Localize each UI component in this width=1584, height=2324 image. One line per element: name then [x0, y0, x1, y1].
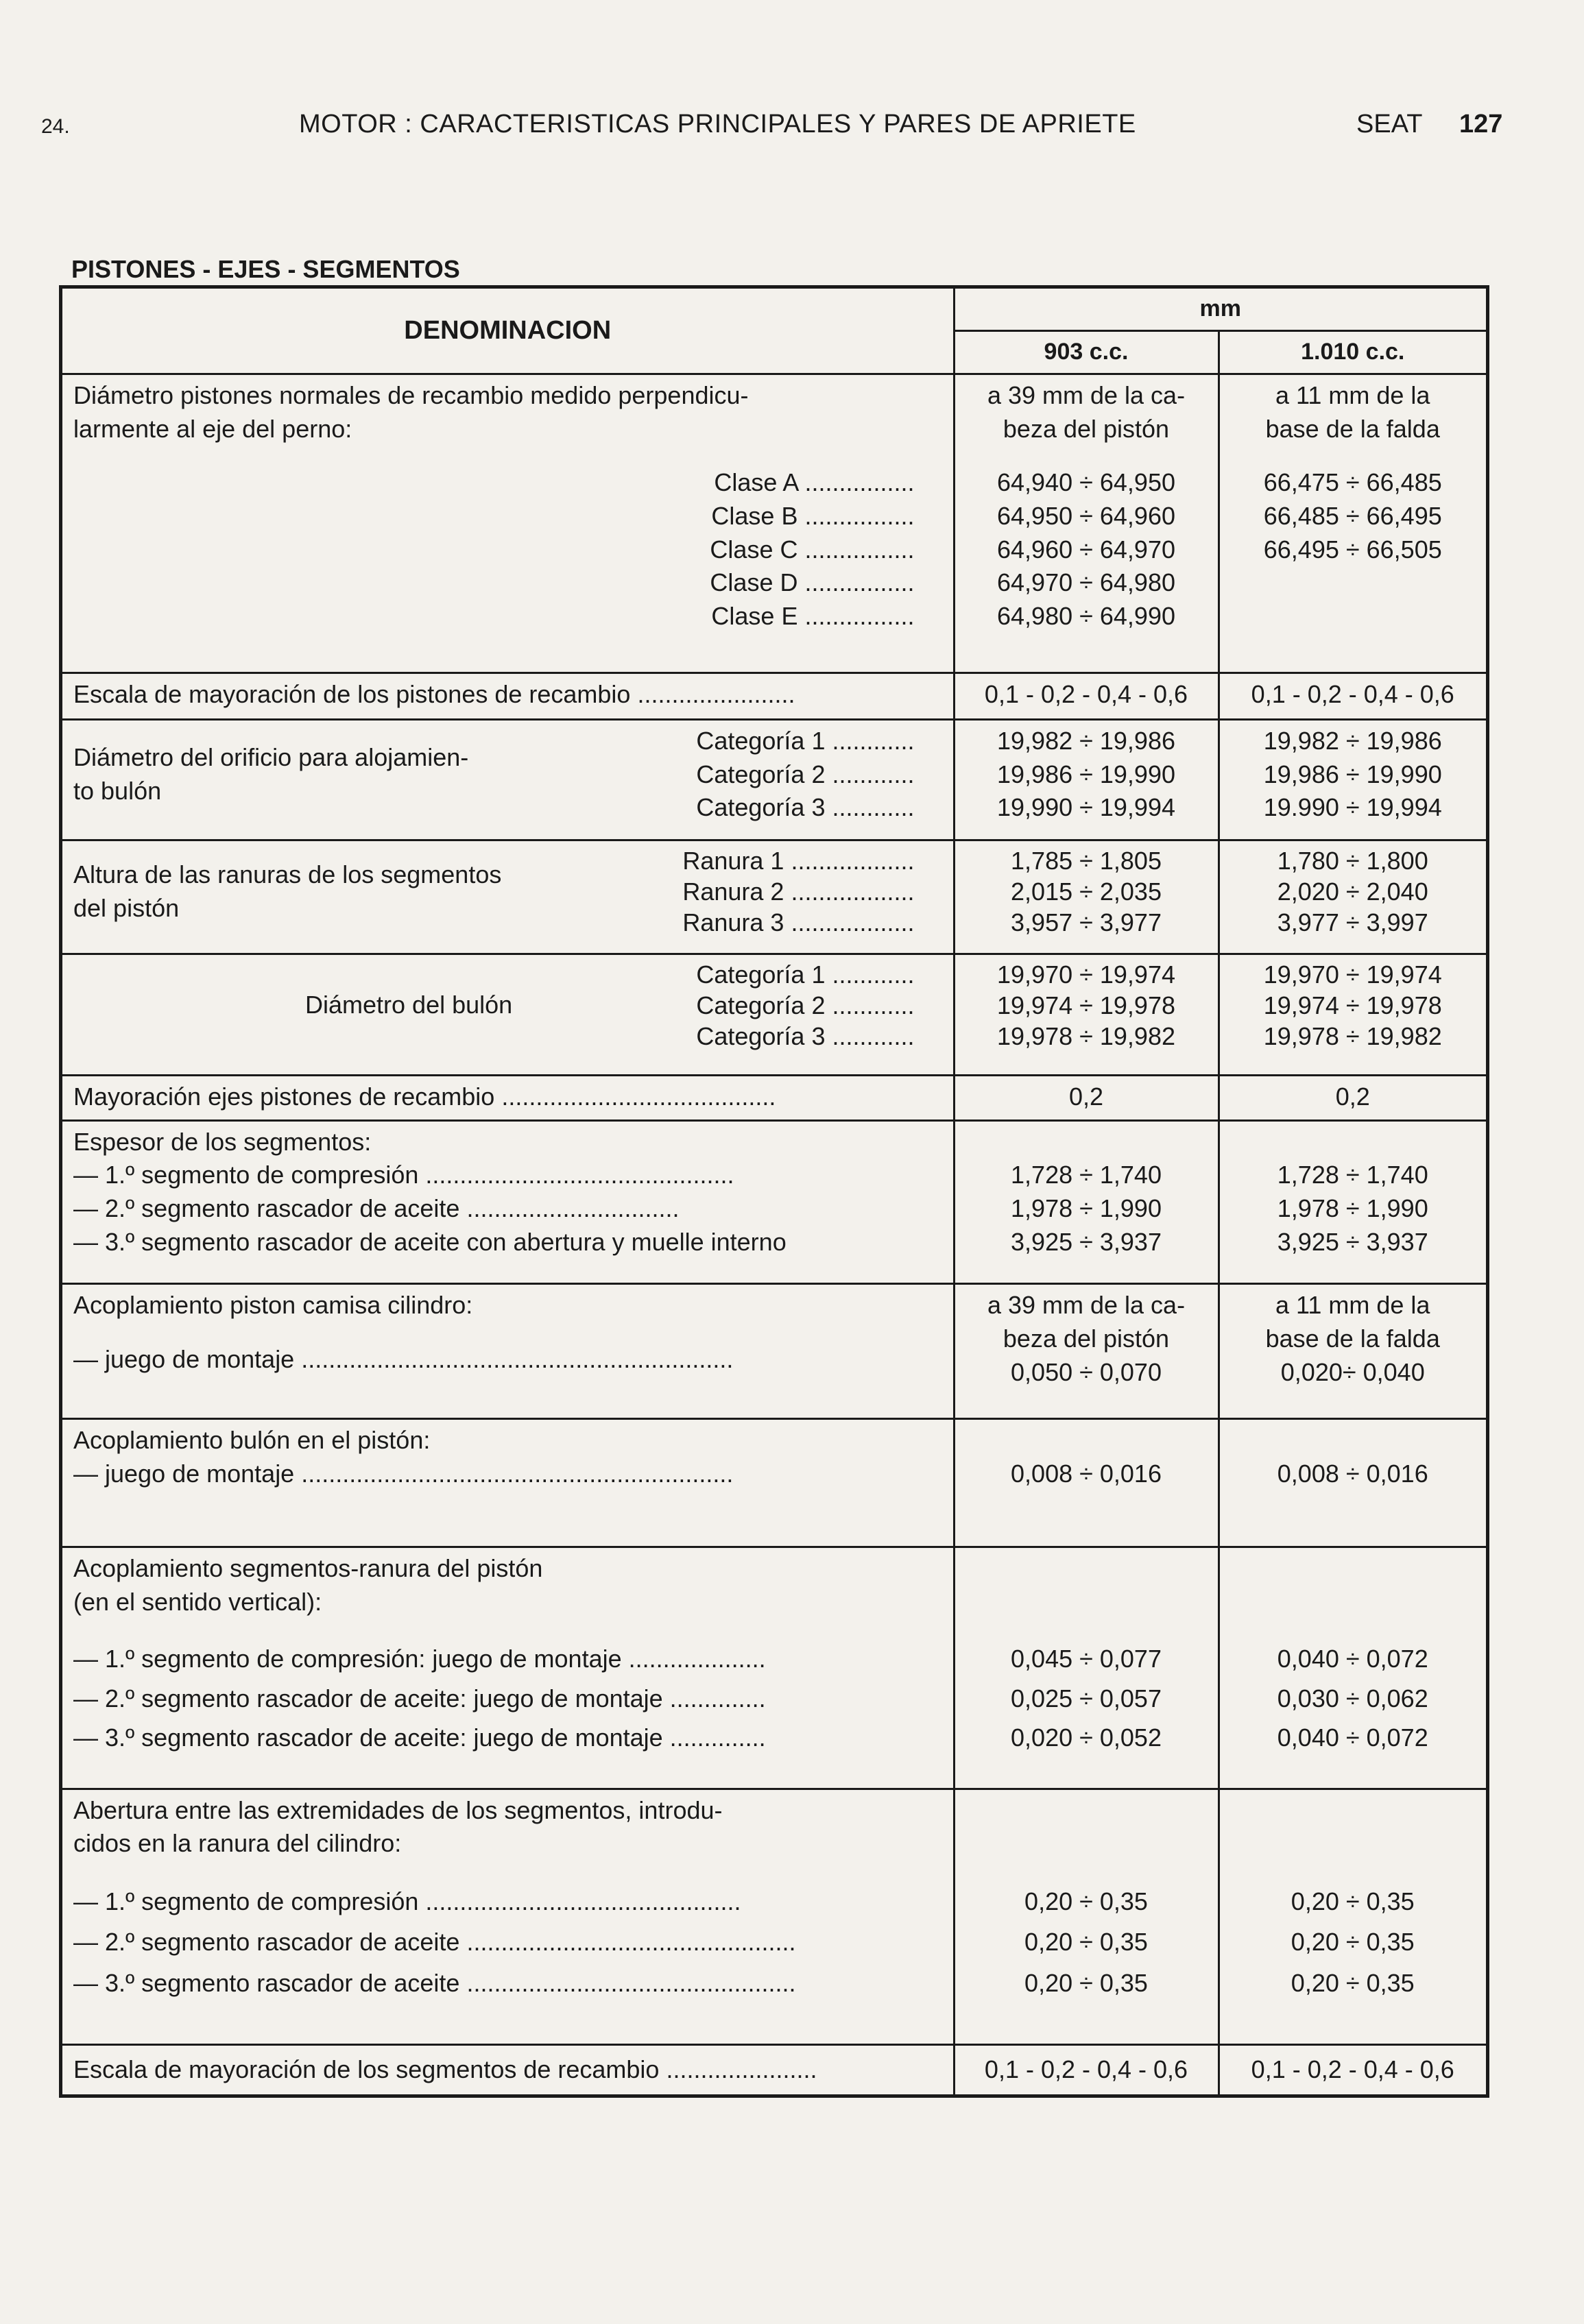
page-number: 24.	[41, 115, 70, 138]
table-row	[62, 374, 1486, 673]
value-903	[954, 1120, 1219, 1283]
item-label: — juego de montaje ...............................................................	[73, 1344, 734, 1373]
value-1010: 0,1 - 0,2 - 0,4 - 0,6	[1219, 673, 1486, 719]
spec-table	[62, 289, 1486, 2094]
class-label: Clase A ................	[714, 468, 915, 497]
item-label: — juego de montaje ...............................................................	[73, 1459, 734, 1488]
row-label	[62, 720, 954, 840]
value: 19,986 ÷ 19,990	[1263, 760, 1442, 788]
note-line: beza del pistón	[1003, 414, 1170, 443]
row-label: Mayoración ejes pistones de recambio ........................................	[62, 1075, 954, 1120]
head-denominacion: DENOMINACION	[62, 289, 954, 374]
class-label: Clase E ................	[711, 601, 915, 630]
value-903	[954, 1419, 1219, 1547]
value-903	[954, 720, 1219, 840]
item-label: — 1.º segmento de compresión ..............................................	[73, 1887, 741, 1915]
category-label: Categoría 3 ............	[696, 793, 915, 822]
table-row	[62, 840, 1486, 954]
label-line: Acoplamiento segmentos-ranura del pistón	[73, 1554, 543, 1583]
value: 19,990 ÷ 19,994	[997, 793, 1175, 822]
row-label	[62, 1789, 954, 2044]
head-col-1010: 1.010 c.c.	[1219, 331, 1486, 374]
head-unit: mm	[954, 289, 1486, 331]
value: 2,020 ÷ 2,040	[1277, 877, 1428, 906]
table-row	[62, 1075, 1486, 1120]
item-label: — 3.º segmento rascador de aceite ................................................	[73, 1968, 796, 1997]
category-label: Categoría 2 ............	[696, 991, 915, 1020]
row-label	[62, 1547, 954, 1789]
table-row	[62, 1547, 1486, 1789]
value-1010: 0,2	[1219, 1075, 1486, 1120]
note-line: a 11 mm de la	[1275, 381, 1430, 410]
value-903: 0,1 - 0,2 - 0,4 - 0,6	[954, 2044, 1219, 2094]
label-line: to bulón	[73, 777, 162, 805]
value: 66,495 ÷ 66,505	[1263, 535, 1442, 564]
note-line: a 39 mm de la ca-	[987, 381, 1186, 410]
class-label: Clase B ................	[711, 501, 915, 530]
spec-table-frame	[59, 285, 1489, 2098]
value: 19,970 ÷ 19,974	[1263, 960, 1442, 989]
note-line: base de la falda	[1265, 414, 1440, 443]
label-line: Espesor de los segmentos:	[73, 1127, 372, 1156]
value-903	[954, 1547, 1219, 1789]
value: 64,960 ÷ 64,970	[997, 535, 1175, 564]
value: 0,045 ÷ 0,077	[1011, 1645, 1162, 1673]
value: 0,020÷ 0,040	[1280, 1357, 1425, 1386]
brand: SEAT	[1356, 110, 1423, 138]
value: 19,982 ÷ 19,986	[997, 727, 1175, 755]
value: 66,485 ÷ 66,495	[1263, 501, 1442, 530]
item-label: — 2.º segmento rascador de aceite ...............................	[73, 1194, 680, 1223]
value-903	[954, 1789, 1219, 2044]
value: 1,978 ÷ 1,990	[1011, 1194, 1162, 1223]
note-line: beza del pistón	[1003, 1324, 1170, 1353]
label-line: Acoplamiento bulón en el pistón:	[73, 1426, 431, 1455]
label-line: Acoplamiento piston camisa cilindro:	[73, 1291, 473, 1320]
label-line: Abertura entre las extremidades de los segmentos, introdu-	[73, 1795, 723, 1824]
label-line: Altura de las ranuras de los segmentos	[73, 860, 502, 889]
value: 1,728 ÷ 1,740	[1277, 1161, 1428, 1189]
label-line: (en el sentido vertical):	[73, 1587, 322, 1616]
value: 2,015 ÷ 2,035	[1011, 877, 1162, 906]
row-label: Escala de mayoración de los segmentos de recambio ......................	[62, 2044, 954, 2094]
note-line: base de la falda	[1265, 1324, 1440, 1353]
item-label: — 3.º segmento rascador de aceite: juego de montaje ..............	[73, 1723, 766, 1752]
table-row	[62, 1789, 1486, 2044]
table-row	[62, 720, 1486, 840]
note-line: a 39 mm de la ca-	[987, 1291, 1186, 1320]
value: 0,040 ÷ 0,072	[1277, 1723, 1428, 1752]
category-label: Categoría 3 ............	[696, 1022, 915, 1051]
value: 19,978 ÷ 19,982	[1263, 1022, 1442, 1051]
note-line: a 11 mm de la	[1275, 1291, 1430, 1320]
groove-label: Ranura 2 ..................	[682, 877, 915, 906]
groove-label: Ranura 1 ..................	[682, 847, 915, 875]
row-label	[62, 1120, 954, 1283]
row-label: Escala de mayoración de los pistones de recambio .......................	[62, 673, 954, 719]
value: 0,20 ÷ 0,35	[1291, 1887, 1415, 1915]
category-label: Categoría 2 ............	[696, 760, 915, 788]
section-title: PISTONES - EJES - SEGMENTOS	[71, 255, 460, 283]
value: 64,970 ÷ 64,980	[997, 568, 1175, 597]
value: 0,20 ÷ 0,35	[1291, 1968, 1415, 1997]
item-label: — 2.º segmento rascador de aceite ................................................	[73, 1928, 796, 1957]
table-row	[62, 1120, 1486, 1283]
value-1010	[1219, 840, 1486, 954]
row-label	[62, 954, 954, 1075]
groove-label: Ranura 3 ..................	[682, 908, 915, 937]
value-1010	[1219, 1547, 1486, 1789]
value: 3,977 ÷ 3,997	[1277, 908, 1428, 937]
value-1010	[1219, 720, 1486, 840]
value-903	[954, 374, 1219, 673]
value: 66,475 ÷ 66,485	[1263, 468, 1442, 497]
item-label: — 1.º segmento de compresión .............................................	[73, 1161, 734, 1189]
value: 19,974 ÷ 19,978	[997, 991, 1175, 1020]
value: 64,980 ÷ 64,990	[997, 601, 1175, 630]
category-label: Categoría 1 ............	[696, 727, 915, 755]
value-1010	[1219, 1789, 1486, 2044]
value: 3,957 ÷ 3,977	[1011, 908, 1162, 937]
value-1010	[1219, 1120, 1486, 1283]
value: 0,20 ÷ 0,35	[1024, 1928, 1148, 1957]
table-row	[62, 1419, 1486, 1547]
value: 19,978 ÷ 19,982	[997, 1022, 1175, 1051]
category-label: Categoría 1 ............	[696, 960, 915, 989]
running-title: MOTOR : CARACTERISTICAS PRINCIPALES Y PARES DE APRIETE	[299, 110, 1136, 138]
value: 19,986 ÷ 19,990	[997, 760, 1175, 788]
value: 3,925 ÷ 3,937	[1277, 1227, 1428, 1256]
value-903: 0,1 - 0,2 - 0,4 - 0,6	[954, 673, 1219, 719]
item-label: — 3.º segmento rascador de aceite con abertura y muelle interno	[73, 1227, 787, 1256]
value: 0,20 ÷ 0,35	[1024, 1968, 1148, 1997]
table-row	[62, 673, 1486, 719]
class-list	[73, 466, 942, 633]
value: 19.990 ÷ 19,994	[1263, 793, 1442, 822]
label-line: cidos en la ranura del cilindro:	[73, 1829, 402, 1858]
value-1010	[1219, 374, 1486, 673]
value: 64,940 ÷ 64,950	[997, 468, 1175, 497]
value: 64,950 ÷ 64,960	[997, 501, 1175, 530]
value-903	[954, 954, 1219, 1075]
value-1010	[1219, 1419, 1486, 1547]
value: 0,050 ÷ 0,070	[1011, 1357, 1162, 1386]
page-header	[0, 103, 1522, 151]
value-903: 0,2	[954, 1075, 1219, 1120]
row-label	[62, 1284, 954, 1419]
value: 1,728 ÷ 1,740	[1011, 1161, 1162, 1189]
value-1010: 0,1 - 0,2 - 0,4 - 0,6	[1219, 2044, 1486, 2094]
value-1010	[1219, 954, 1486, 1075]
label-line: Diámetro pistones normales de recambio medido perpendicu-	[73, 381, 749, 410]
table-row	[62, 954, 1486, 1075]
value: 0,025 ÷ 0,057	[1011, 1684, 1162, 1712]
value: 1,780 ÷ 1,800	[1277, 847, 1428, 875]
value: 19,974 ÷ 19,978	[1263, 991, 1442, 1020]
label-line: Diámetro del orificio para alojamien-	[73, 743, 469, 772]
class-label: Clase D ................	[710, 568, 915, 597]
value: 0,20 ÷ 0,35	[1024, 1887, 1148, 1915]
item-label: — 1.º segmento de compresión: juego de montaje ....................	[73, 1645, 766, 1673]
value: 0,040 ÷ 0,072	[1277, 1645, 1428, 1673]
value: 3,925 ÷ 3,937	[1011, 1227, 1162, 1256]
table-row	[62, 1284, 1486, 1419]
label-line: Diámetro del bulón	[305, 991, 513, 1019]
table-row	[62, 2044, 1486, 2094]
label-line: del pistón	[73, 893, 180, 922]
head-col-903: 903 c.c.	[954, 331, 1219, 374]
label-line: larmente al eje del perno:	[73, 414, 352, 443]
row-label	[62, 374, 954, 673]
value: 19,970 ÷ 19,974	[997, 960, 1175, 989]
model-number: 127	[1459, 110, 1503, 138]
value: 1,785 ÷ 1,805	[1011, 847, 1162, 875]
item-label: — 2.º segmento rascador de aceite: juego de montaje ..............	[73, 1684, 766, 1712]
row-label	[62, 840, 954, 954]
value: 0,020 ÷ 0,052	[1011, 1723, 1162, 1752]
value: 1,978 ÷ 1,990	[1277, 1194, 1428, 1223]
value: 0,008 ÷ 0,016	[1277, 1459, 1428, 1488]
value-903	[954, 840, 1219, 954]
value: 19,982 ÷ 19,986	[1263, 727, 1442, 755]
row-label	[62, 1419, 954, 1547]
value-903	[954, 1284, 1219, 1419]
value: 0,008 ÷ 0,016	[1011, 1459, 1162, 1488]
value: 0,20 ÷ 0,35	[1291, 1928, 1415, 1957]
value-1010	[1219, 1284, 1486, 1419]
class-label: Clase C ................	[710, 535, 915, 564]
value: 0,030 ÷ 0,062	[1277, 1684, 1428, 1712]
